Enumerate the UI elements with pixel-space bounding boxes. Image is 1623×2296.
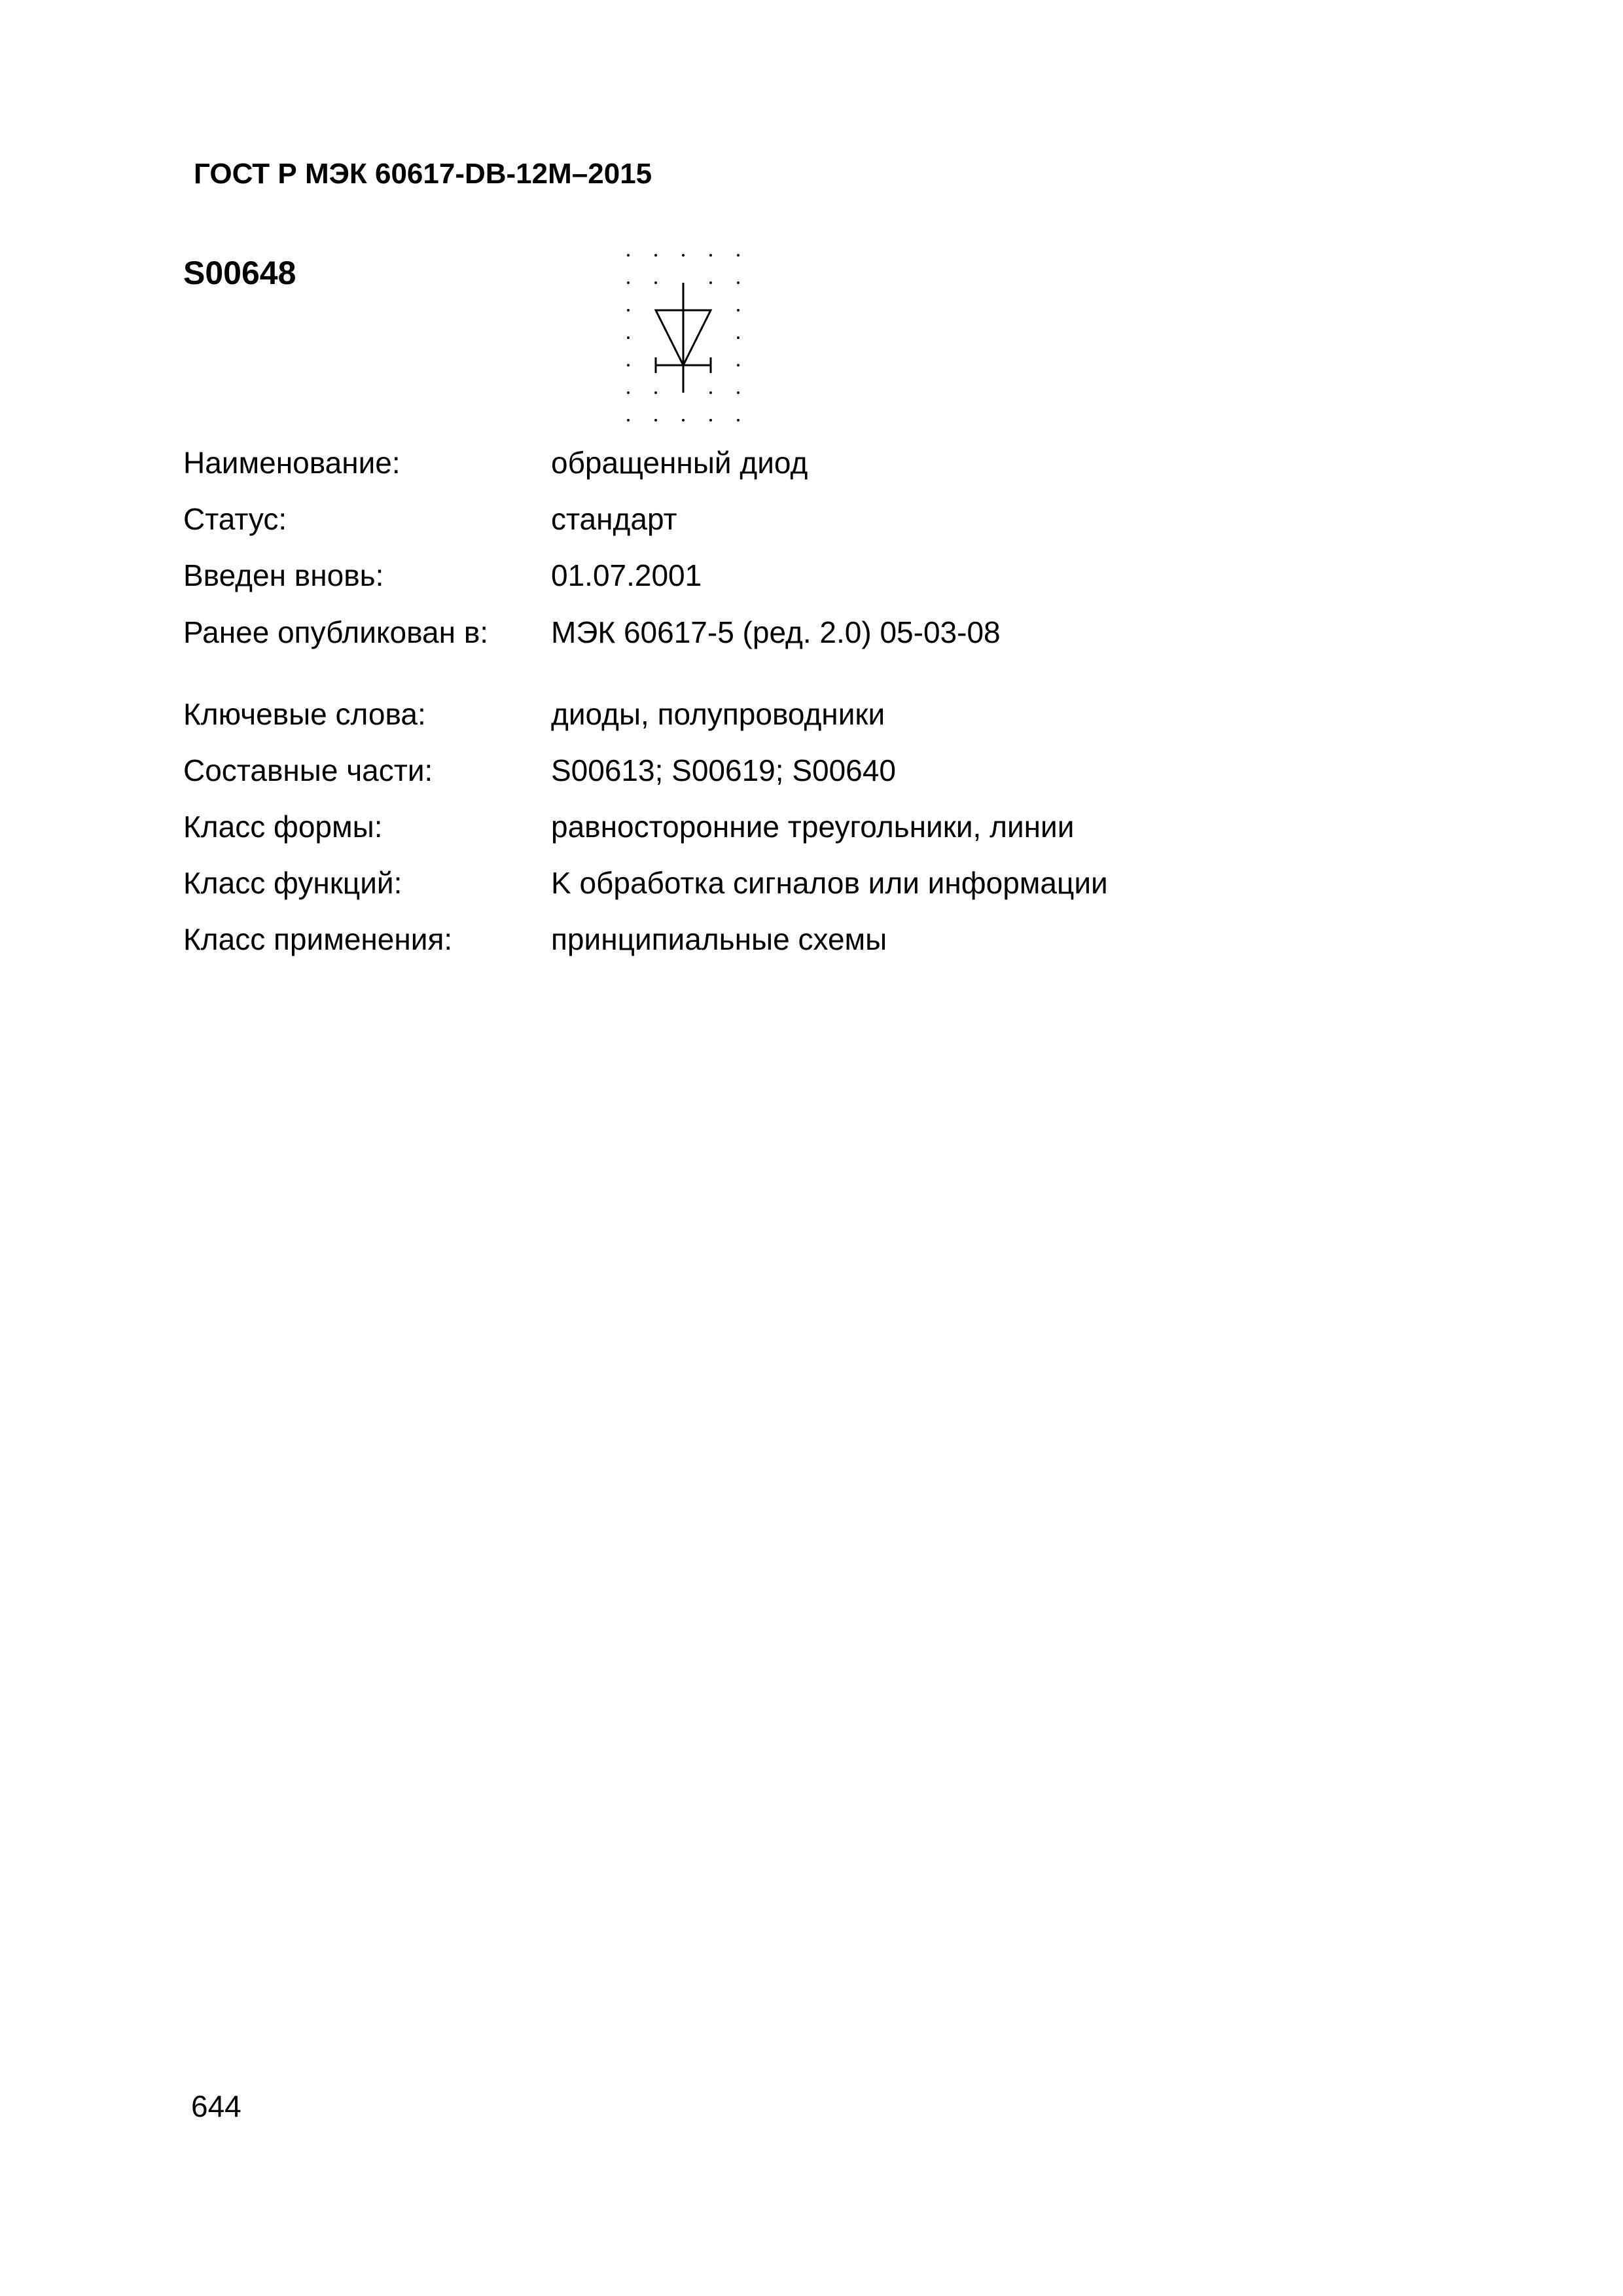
attribute-value: стандарт — [551, 502, 677, 536]
attribute-value: МЭК 60617-5 (ред. 2.0) 05-03-08 — [551, 615, 1001, 649]
attribute-label: Составные части: — [183, 753, 433, 787]
attribute-value: обращенный диод — [551, 446, 808, 480]
attribute-label: Класс применения: — [183, 922, 453, 956]
attribute-label: Ранее опубликован в: — [183, 615, 489, 649]
attribute-value: 01.07.2001 — [551, 558, 702, 592]
attribute-label: Наименование: — [183, 446, 401, 480]
document-header: ГОСТ Р МЭК 60617-DB-12М–2015 — [194, 158, 652, 190]
diode-strokes — [656, 283, 711, 393]
attribute-value: диоды, полупроводники — [551, 697, 885, 731]
attribute-value: равносторонние треугольники, линии — [551, 810, 1075, 844]
attribute-value: K обработка сигналов или информации — [551, 866, 1108, 900]
attribute-label: Ключевые слова: — [183, 697, 426, 731]
backward-diode-icon — [615, 236, 772, 432]
attribute-value: принципиальные схемы — [551, 922, 887, 956]
attribute-value: S00613; S00619; S00640 — [551, 753, 896, 787]
attribute-label: Класс функций: — [183, 866, 402, 900]
page-number: 644 — [191, 2089, 241, 2123]
attribute-label: Введен вновь: — [183, 558, 384, 592]
attribute-label: Статус: — [183, 502, 287, 536]
symbol-code: S00648 — [183, 255, 296, 291]
attribute-label: Класс формы: — [183, 810, 383, 844]
